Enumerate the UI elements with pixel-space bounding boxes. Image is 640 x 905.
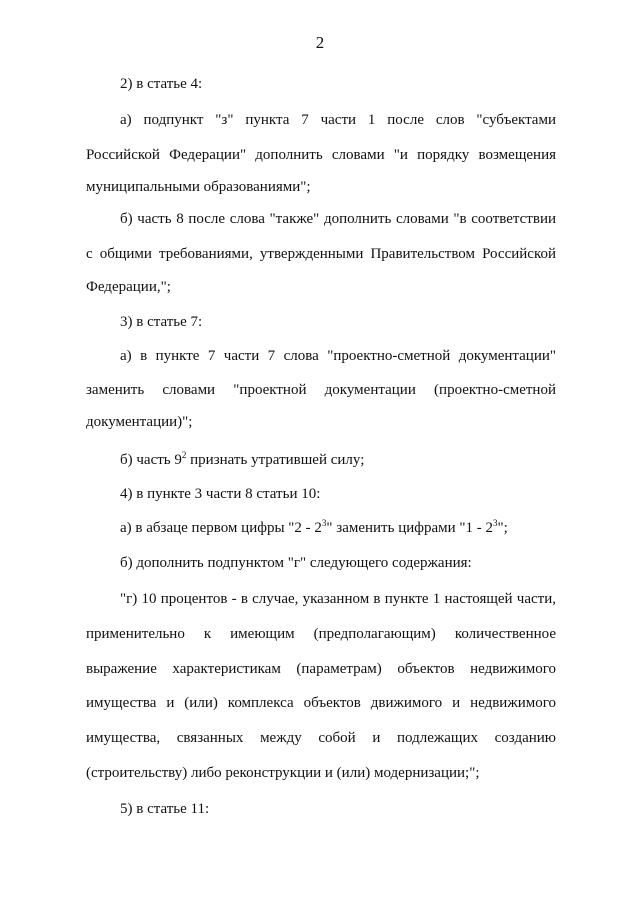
text-line: документации)"; [86, 414, 193, 430]
text-line: (строительству) либо реконструкции и (или) модернизации;"; [86, 765, 480, 781]
text-fragment: признать утратившей силу; [186, 452, 365, 468]
text-fragment: а) в абзаце первом цифры "2 - 2 [120, 520, 322, 536]
text-line: имущества, связанных между собой и подлежащих созданию [86, 730, 556, 746]
text-line: имущества и (или) комплекса объектов движимого и недвижимого [86, 695, 556, 711]
text-line [120, 451, 556, 469]
text-line: б) дополнить подпунктом "г" следующего содержания: [120, 555, 472, 571]
text-line: 3) в статье 7: [120, 314, 203, 330]
text-line: заменить словами "проектной документации (проектно-сметной [86, 382, 556, 398]
text-line: 5) в статье 11: [120, 801, 210, 817]
superscript: 3 [493, 518, 498, 528]
text-line: "г) 10 процентов - в случае, указанном в пункте 1 настоящей части, [120, 591, 556, 607]
text-fragment: "; [497, 520, 508, 536]
text-line: выражение характеристикам (параметрам) объектов недвижимого [86, 661, 556, 677]
superscript: 3 [321, 518, 327, 528]
text-fragment: б) часть 9 [120, 452, 182, 468]
text-line: с общими требованиями, утвержденными Правительством Российской [86, 246, 556, 262]
text-line: б) часть 8 после слова "также" дополнить словами "в соответствии [120, 211, 556, 227]
text-line: Российской Федерации" дополнить словами "и порядку возмещения [86, 147, 556, 163]
text-line: а) в пункте 7 части 7 слова "проектно-сметной документации" [120, 348, 556, 364]
text-line: 4) в пункте 3 части 8 статьи 10: [120, 486, 321, 502]
text-line: а) подпункт "з" пункта 7 части 1 после слов "субъектами [120, 112, 556, 128]
page-number: 2 [315, 33, 325, 52]
text-line: 2) в статье 4: [120, 76, 203, 92]
text-line [120, 519, 556, 537]
text-line: муниципальными образованиями"; [86, 179, 311, 195]
text-fragment: " заменить цифрами "1 - 2 [326, 520, 494, 536]
text-line: применительно к имеющим (предполагающим) количественное [86, 626, 556, 642]
text-line: Федерации,"; [86, 279, 171, 295]
superscript: 2 [181, 450, 187, 460]
